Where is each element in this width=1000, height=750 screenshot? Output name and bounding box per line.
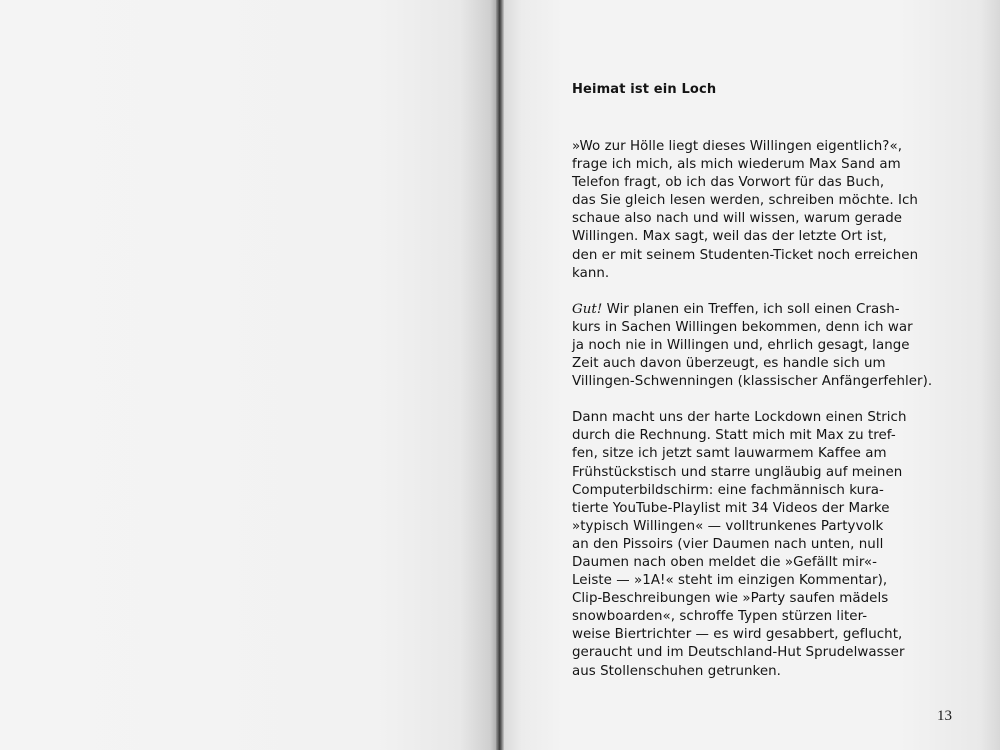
text-line: Willingen. Max sagt, weil das der letzte Ort ist, — [572, 229, 887, 245]
text-line: »typisch Willingen« — volltrunkenes Partyvolk — [572, 518, 884, 534]
text-line: Computerbildschirm: eine fachmännisch kura- — [572, 482, 884, 498]
paragraph-2 — [572, 301, 933, 391]
text-line: aus Stollenschuhen getrunken. — [572, 663, 781, 679]
text-line: durch die Rechnung. Statt mich mit Max zu tref- — [572, 428, 896, 444]
paragraph-3 — [572, 409, 912, 680]
text-line: kann. — [572, 265, 610, 281]
text-line: Dann macht uns der harte Lockdown einen Strich — [572, 410, 907, 426]
text-line — [572, 301, 912, 319]
text-line: an den Pissoirs (vier Daumen nach unten, null — [572, 536, 884, 552]
text-line: snowboarden«, schroffe Typen stürzen liter- — [572, 609, 868, 625]
paragraph-1 — [572, 138, 919, 283]
text-line: das Sie gleich lesen werden, schreiben möchte. Ich — [572, 193, 918, 209]
chapter-title: Heimat ist ein Loch — [572, 82, 717, 97]
chapter-content — [572, 80, 933, 681]
page-number: 13 — [937, 708, 952, 724]
text-line: den er mit seinem Studenten-Ticket noch erreichen — [572, 247, 919, 263]
first-line-rest: Wir planen ein Treffen, ich soll einen Crash- — [602, 301, 900, 317]
text-line: Daumen nach oben meldet die »Gefällt mir«- — [572, 554, 878, 570]
text-line: schaue also nach und will wissen, warum gerade — [572, 211, 903, 227]
text-line: ja noch nie in Willingen und, ehrlich gesagt, lange — [572, 337, 910, 353]
text-line: »Wo zur Hölle liegt dieses Willingen eigentlich?«, — [572, 139, 903, 154]
text-line: weise Biertrichter — es wird gesabbert, geflucht, — [572, 627, 903, 643]
text-line: tierte YouTube-Playlist mit 34 Videos der Marke — [572, 500, 890, 516]
text-line: Clip-Beschreibungen wie »Party saufen mädels — [572, 591, 889, 607]
text-line: kurs in Sachen Willingen bekommen, denn ich war — [572, 319, 913, 335]
text-line: frage ich mich, als mich wiederum Max Sand am — [572, 157, 901, 173]
text-line: geraucht und im Deutschland-Hut Sprudelwasser — [572, 645, 905, 661]
book-gutter — [496, 0, 504, 750]
text-line: Frühstückstisch und starre ungläubig auf meinen — [572, 464, 903, 480]
text-line: Telefon fragt, ob ich das Vorwort für das Buch, — [572, 175, 885, 191]
text-line: Zeit auch davon überzeugt, es handle sich um — [572, 356, 886, 372]
text-line: Villingen-Schwenningen (klassischer Anfängerfehler). — [572, 374, 933, 390]
emphasis-word: Gut! — [572, 301, 603, 317]
text-line: Leiste — »1A!« steht im einzigen Kommentar), — [572, 573, 888, 589]
text-line: fen, sitze ich jetzt samt lauwarmem Kaffee am — [572, 446, 887, 462]
